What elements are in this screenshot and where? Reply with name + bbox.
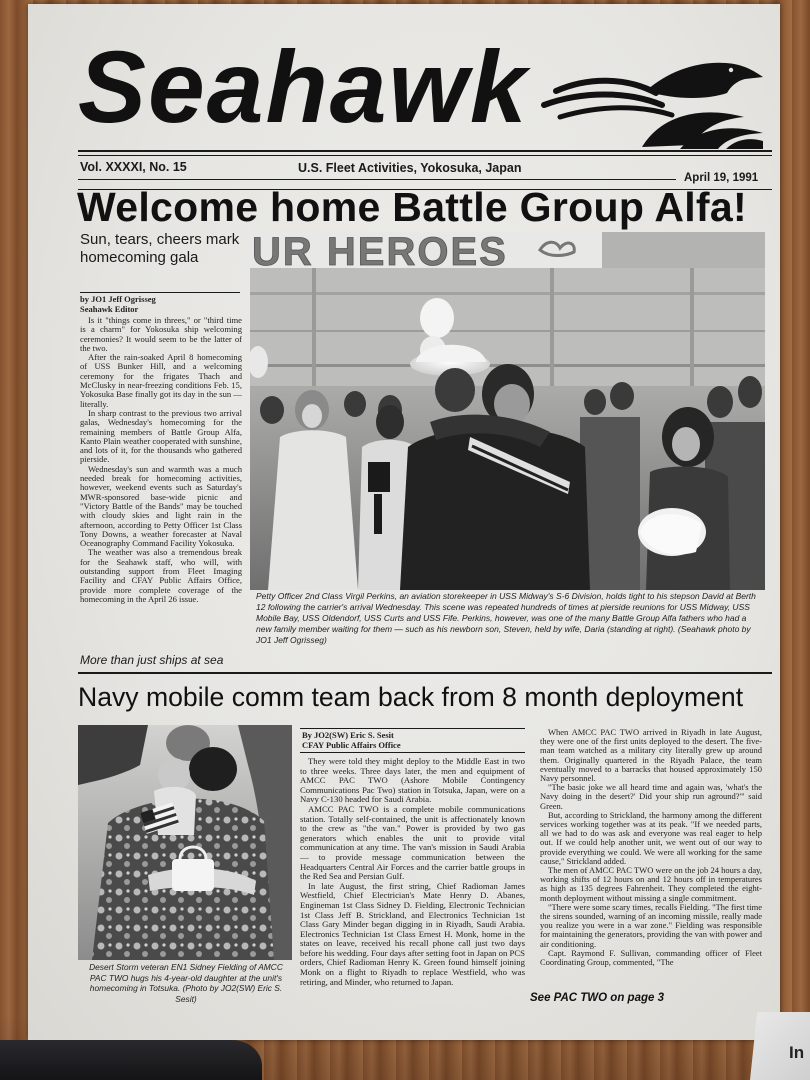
second-byline-rule-bottom xyxy=(300,752,525,753)
lead-subhead-line-2: homecoming gala xyxy=(80,249,199,266)
lead-paragraph: Is it "things come in threes," or "third time is a charm" for Yokosuka ship welcoming ceremonies? It would seem to be the latter of the two. xyxy=(80,316,242,353)
fielding-hug-photo xyxy=(78,725,292,960)
continued-jump-line: See PAC TWO on page 3 xyxy=(530,992,664,1004)
second-paragraph: "There were some scary times, recalls Fielding. "The first time the sirens sounded, warning of an incoming missile, really made you realize you were in a war zone." Fielding was responsible for maintaining the generators, providing the van with power and air conditioning. xyxy=(540,901,762,949)
second-photo-caption: Desert Storm veteran EN1 Sidney Fielding of AMCC PAC TWO hugs his 4-year-old daughter at the unit's homecoming in Totsuka. (Photo by JO2(SW) Eric S. Sesit) xyxy=(89,962,283,1004)
lead-paragraph: In sharp contrast to the previous two arrival galas, Wednesday's homecoming for the remaining members of Battle Group Alfa, Kanto Plain weather cooperated with sunshine, and lots of it, for the thousands who gathered pierside. xyxy=(80,407,242,465)
lead-headline: Welcome home Battle Group Alfa! xyxy=(77,184,747,230)
second-headline: Navy mobile comm team back from 8 month deployment xyxy=(78,682,744,712)
adjacent-newspaper-text: In xyxy=(789,1043,805,1062)
dark-object-foreground xyxy=(0,1040,262,1080)
lead-paragraph: After the rain-soaked April 8 homecoming of USS Bunker Hill, and a welcoming ceremony for the frigates Thach and McClusky in near-freezing conditions Feb. 15, Yokosuka Base finally got its day in the sun — literally. xyxy=(80,352,242,409)
second-paragraph: When AMCC PAC TWO arrived in Riyadh in late August, they were one of the first units deployed to the desert. The five-man team watched as a military city literally grew up around them. Originally quartered in the Riyadh Palace, the team eventually moved to a barracks that housed approximately 150 Navy personnel. xyxy=(540,728,762,784)
banner-text: UR HEROES xyxy=(252,232,508,274)
issue-date: April 19, 1991 xyxy=(684,172,759,184)
volume-number: Vol. XXXXI, No. 15 xyxy=(80,160,187,174)
lead-byline-author: by JO1 Jeff Ogrisseg xyxy=(80,294,156,304)
welcome-banner xyxy=(250,232,765,274)
lead-byline xyxy=(80,295,156,314)
section-divider xyxy=(78,672,772,674)
second-paragraph: The men of AMCC PAC TWO were on the job 24 hours a day, working shifts of 12 hours on and 12 hours off in temperatures as high as 135 degrees Fahrenheit. They completed the eight-month deployment without missing a single commitment. xyxy=(540,865,762,903)
eagle-head xyxy=(646,63,763,98)
section-teaser: More than just ships at sea xyxy=(80,653,224,667)
second-story-column-2 xyxy=(540,728,762,990)
second-byline-title: CFAY Public Affairs Office xyxy=(302,739,401,750)
homecoming-photo xyxy=(250,232,765,590)
second-byline-author: By JO2(SW) Eric S. Sesit xyxy=(302,730,394,740)
second-story-column-1 xyxy=(300,757,525,1035)
masthead-rule-thin xyxy=(78,155,772,156)
second-paragraph: In late August, the first string, Chief Radioman James Westfield, Chief Electrician's Mate Henry D. Abanes, Engineman 1st Class Sidney D. Fielding, Electronic Technician 1st Class Jeff B. Strickland, and Electronics Technician 1st Class Gary Minder began digging in in Riyadh, Saudi Arabia. Electronics Technician 1st Class Ernest H. Monk, home in the states on leave, received his recall phone call just two days before his wedding. Four days after setting foot in Japan on PCS orders, Chief Radioman Henry K. Green found himself joining Monk on a flight to Riyadh to replace Westfield, who was retiring, and Minder, who returned to Japan. xyxy=(300,880,525,987)
masthead-rule-top xyxy=(78,150,772,152)
seahawk-eagle-logo xyxy=(530,55,765,150)
lead-paragraph: The weather was also a tremendous break for the Seahawk staff, who will, with outstanding support from Fleet Imaging Facility and CFAY Public Affairs Office, provide more complete coverage of the homecoming in the April 26 issue. xyxy=(80,547,242,604)
ocean-waves xyxy=(642,112,763,149)
lead-byline-rule xyxy=(80,292,240,293)
second-byline-rule-top xyxy=(300,728,525,729)
lead-story-body xyxy=(80,316,242,646)
masthead-title: Seahawk xyxy=(78,30,529,144)
second-paragraph: They were told they might deploy to the Middle East in two to three weeks. Three days later, the men and equipment of AMCC PAC TWO (Ashore Mobile Contingency Communications Pac Two) station in Totsuka, Japan, were on a Navy C-130 headed for Saudi Arabia. xyxy=(300,757,525,805)
second-paragraph: AMCC PAC TWO is a complete mobile communications station. Totally self-contained, the unit is affectionately known to the crew as "the van." Power is provided by two gas generators which enables the unit to provide vital communication at any time. The van's mission in Saudi Arabia — to provide message communication between the Headquarters Central Air Forces and the carrier battle groups in the Red Sea and Persian Gulf. xyxy=(300,803,525,882)
second-paragraph: "The basic joke we all heard time and again was, 'what's the Navy doing in the desert?' Did your ship run aground?'" said Green. xyxy=(540,782,762,811)
second-byline xyxy=(302,731,401,750)
second-paragraph: But, according to Strickland, the harmony among the different services working together was at its peak. "If we needed parts, all we had to do was ask and everyone was real eager to help out. If we could help another unit, we went out of our way to provide everything we could. We were all working for the same cause," Strickland added. xyxy=(540,809,762,866)
lead-paragraph: Wednesday's sun and warmth was a much needed break for homecoming activities, however, weekend events such as Saturday's MWR-sponsored base-wide picnic and "Victory Battle of the Bands" may be touched with cloudy skies and light rain in the afternoon, according to Petty Officer 1st Class Tony Downs, a weather forecaster at Naval Oceanography Command Facility Yokosuka. xyxy=(80,463,242,549)
dateline-rule xyxy=(78,179,676,180)
lead-subhead-line-1: Sun, tears, cheers mark xyxy=(80,231,240,248)
second-paragraph: Capt. Raymond F. Sullivan, commanding officer of Fleet Coordinating Group, commented, "The xyxy=(540,947,762,968)
lead-subhead xyxy=(80,231,250,267)
lead-photo-caption: Petty Officer 2nd Class Virgil Perkins, an aviation storekeeper in USS Midway's S-6 Division, holds tight to his stepson David at Berth 12 following the carrier's arrival Wednesday. This scene was repeated hundreds of times at pierside reunions for USS Midway, USS Mobile Bay, USS Oldendorf, USS Curts and USS Fife. Perkins, however, was one of the many Battle Group Alfa fathers who had a new family member waiting for them — such as his newborn son, Steven, held by wife, Daria (standing at right). (Seahawk photo by JO1 Jeff Ogrisseg) xyxy=(256,591,756,645)
lead-byline-title: Seahawk Editor xyxy=(80,303,139,314)
publication-location: U.S. Fleet Activities, Yokosuka, Japan xyxy=(298,161,522,175)
